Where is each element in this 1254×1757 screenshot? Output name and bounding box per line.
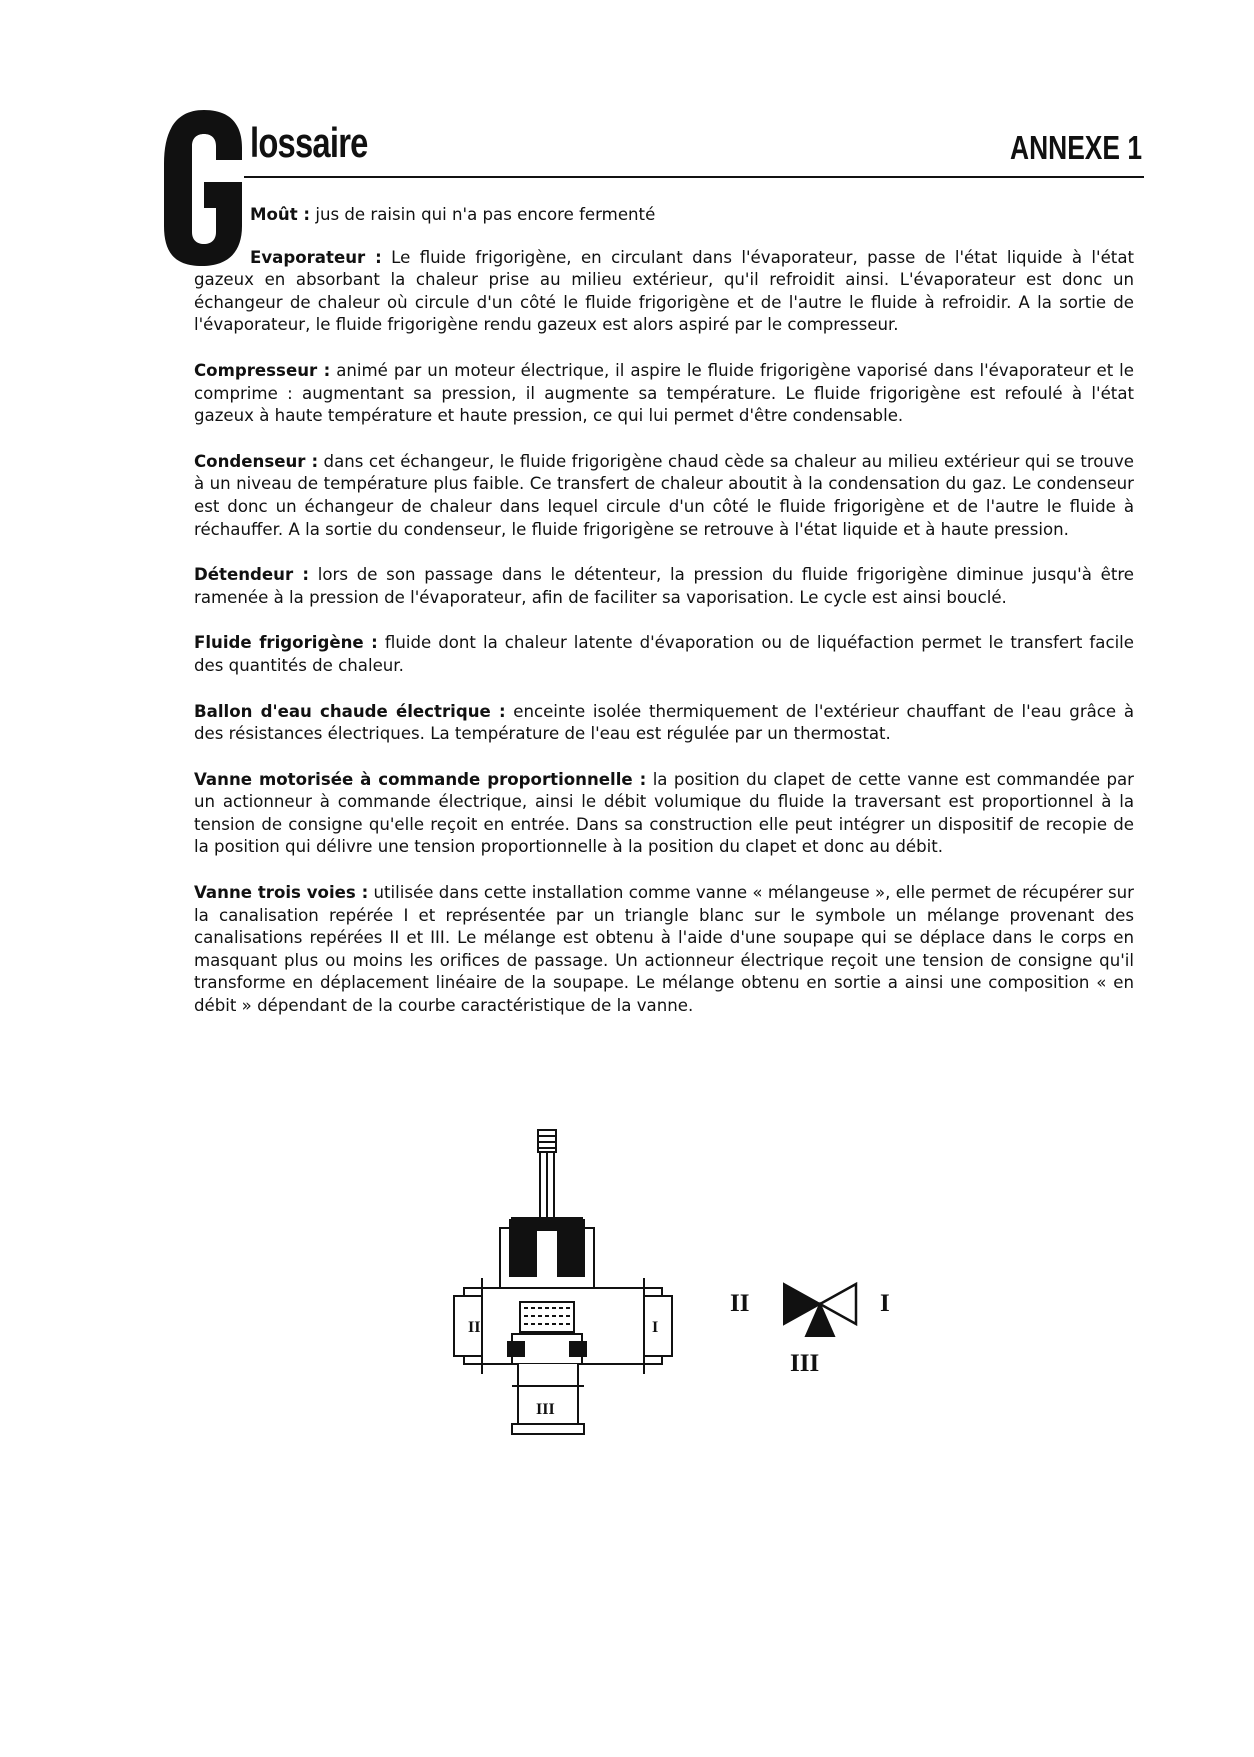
entry-definition: enceinte isolée thermiquement de l'extérieur chauffant de l'eau grâce à des résistances électriques. La température de l'eau est régulée par un thermostat. bbox=[194, 701, 1134, 744]
entry-term: Compresseur : bbox=[194, 360, 331, 380]
entry-definition: lors de son passage dans le détenteur, la pression du fluide frigorigène diminue jusqu'à être ramenée à la pression de l'évaporateur, afin de faciliter sa vaporisation. Le cycle est ainsi bouclé. bbox=[194, 565, 1134, 607]
glossary-entry bbox=[194, 632, 1134, 677]
glossary-entry bbox=[194, 701, 1134, 746]
entry-definition: jus de raisin qui n'a pas encore fermenté bbox=[310, 205, 656, 224]
glossary-body bbox=[194, 204, 1134, 1041]
three-way-valve-drawing bbox=[452, 1128, 674, 1438]
mixing-valve-icon bbox=[780, 1278, 860, 1338]
entry-term: Evaporateur : bbox=[250, 247, 382, 267]
symbol-port-label-iii: III bbox=[790, 1350, 820, 1377]
header-rule bbox=[244, 176, 1144, 178]
entry-definition: dans cet échangeur, le fluide frigorigène chaud cède sa chaleur au milieu extérieur qui se trouve à un niveau de température plus faible. Ce transfert de chaleur aboutit à la condensation du gaz. Le condenseur est donc un échangeur de chaleur dans lequel circule d'un côté le fluide frigorigène et de l'autre le fluide à réchauffer. A la sortie du condenseur, le fluide frigorigène se retrouve à l'état liquide et à haute pression. bbox=[194, 451, 1134, 539]
entry-term: Fluide frigorigène : bbox=[194, 633, 378, 653]
entry-definition: la position du clapet de cette vanne est commandée par un actionneur à commande électrique, ainsi le débit volumique du fluide la traversant est proportionnel à la tension de consigne qu'elle reçoit en entrée. Dans sa construction elle peut intégrer un dispositif de recopie de la position qui délivre une tension proportionnelle à la position du clapet et donc au débit. bbox=[194, 769, 1134, 857]
entry-term: Condenseur : bbox=[194, 451, 319, 471]
valve-port-label: I bbox=[652, 1319, 659, 1336]
valve-port-label: II bbox=[468, 1319, 481, 1336]
valve-port-label: III bbox=[536, 1401, 555, 1418]
glossary-entry bbox=[194, 564, 1134, 609]
entry-definition: Le fluide frigorigène, en circulant dans l'évaporateur, passe de l'état liquide à l'état gazeux en absorbant la chaleur prise au milieu extérieur, qu'il refroidit ainsi. L'évaporateur est donc un échangeur de chaleur où circule d'un côté le fluide frigorigène et de l'autre le fluide à refroidir. A la sortie de l'évaporateur, le fluide frigorigène rendu gazeux est alors aspiré par le compresseur. bbox=[194, 247, 1134, 335]
glossary-entry bbox=[194, 882, 1134, 1018]
glossary-entry bbox=[194, 769, 1134, 859]
entry-term: Vanne trois voies : bbox=[194, 883, 369, 903]
entry-definition: animé par un moteur électrique, il aspire le fluide frigorigène vaporisé dans l'évaporateur et le comprime : augmentant sa pression, il augmente sa température. Le fluide frigorigène est refoulé à l'état gazeux à haute température et haute pression, ce qui lui permet d'être condensable. bbox=[194, 360, 1134, 426]
entry-term: Moût : bbox=[250, 205, 311, 224]
symbol-port-label-i: I bbox=[880, 1290, 890, 1317]
entry-definition: fluide dont la chaleur latente d'évaporation ou de liquéfaction permet le transfert facile des quantités de chaleur. bbox=[194, 633, 1134, 675]
glossary-entry bbox=[194, 204, 1134, 227]
three-way-valve-symbol bbox=[730, 1270, 900, 1390]
glossary-entry bbox=[194, 360, 1134, 428]
glossary-entry bbox=[194, 451, 1134, 541]
entry-term: Détendeur : bbox=[194, 565, 310, 585]
entry-term: Ballon d'eau chaude électrique : bbox=[194, 701, 506, 721]
annex-label: ANNEXE 1 bbox=[1010, 129, 1143, 166]
glossary-entry bbox=[194, 247, 1134, 337]
glossary-title: lossaire bbox=[250, 119, 368, 166]
symbol-port-label-ii: II bbox=[730, 1290, 750, 1317]
entry-definition: utilisée dans cette installation comme vanne « mélangeuse », elle permet de récupérer sur la canalisation repérée I et représentée par un triangle blanc sur le symbole un mélange provenant des canalisations repérées II et III. Le mélange est obtenu à l'aide d'une soupape qui se déplace dans le corps en masquant plus ou moins les orifices de passage. Un actionneur électrique reçoit une tension de consigne qu'il transforme en déplacement linéaire de la soupape. Le mélange obtenu en sortie a ainsi une composition « en débit » dépendant de la courbe caractéristique de la vanne. bbox=[194, 883, 1134, 1016]
entry-term: Vanne motorisée à commande proportionnelle : bbox=[194, 769, 647, 789]
